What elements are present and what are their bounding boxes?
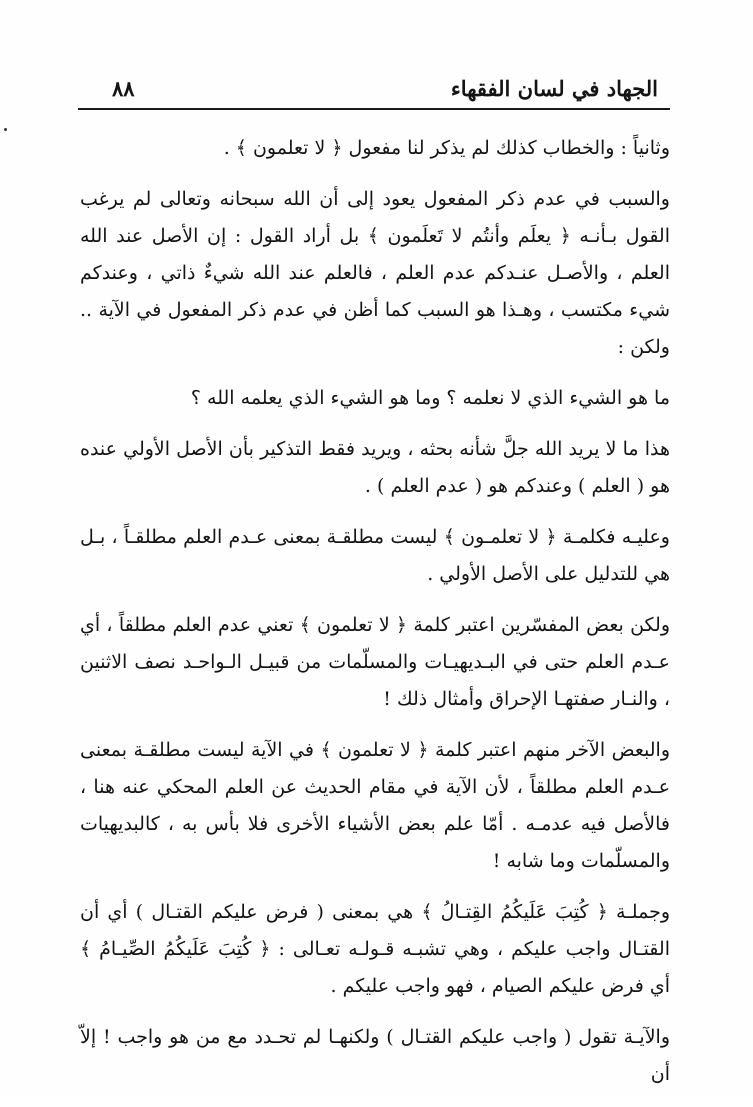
paragraph: ولكن بعض المفسّرين اعتبر كلمة ﴿ لا تعلمون ﴾ تعني عدم العلم مطلقاً ، أي عـدم العلم حتى في البـديهيـات والمسلّمات من قبيـل الـواحـد نصف الاثنين ، والنـار صفتهـا الإحراق وأمثال ذلك ! [80,614,670,710]
paragraph: وجملـة ﴿ كُتِبَ عَلَيكُمُ القِتـالُ ﴾ هي بمعنى ( فرض عليكم القتـال ) أي أن القتـال واجب عليكم ، وهي تشبـه قـولـه تعـالى : ﴿ كُتِبَ عَلَيكُمُ الصِّيـامُ ﴾ أي فرض عليكم الصيام ، فهو واجب عليكم . [80,901,670,997]
paragraph: والبعض الآخر منهم اعتبر كلمة ﴿ لا تعلمون ﴾ في الآية ليست مطلقـة بمعنى عـدم العلم مطلقاً ، لأن الآية في مقام الحديث عن العلم المحكي عنه هنا ، فالأصل فيه عدمـه . أمّا علم بعض الأشياء الأخرى فلا بأس به ، كالبديهيات والمسلّمات وما شابه ! [80,739,670,872]
body-text [80,130,670,1107]
running-title: الجهاد في لسان الفقهاء [450,76,658,101]
page-number: ٨٨ [112,76,135,101]
margin-mark [4,128,7,131]
paragraph: ما هو الشيء الذي لا نعلمه ؟ وما هو الشيء الذي يعلمه الله ؟ [190,387,670,409]
paragraph: وثانياً : والخطاب كذلك لم يذكر لنا مفعول ﴿ لا تعلمون ﴾ . [223,137,670,159]
page-header [78,72,670,108]
paragraph: هذا ما لا يريد الله جلَّ شأنه بحثه ، ويريد فقط التذكير بأن الأصل الأولي عنده هو ( العلم ) وعندكم هو ( عدم العلم ) . [80,438,670,497]
paragraph: والسبب في عدم ذكر المفعول يعود إلى أن الله سبحانه وتعالى لم يرغب القول بـأنـه ﴿ يعلَم وأنتُم لا تَعلَمون ﴾ بل أراد القول : إن الأصل عند الله العلم ، والأصـل عنـدكم عدم العلم ، فالعلم عند الله شيءٌ ذاتي ، وعندكم شيء مكتسب ، وهـذا هو السبب كما أظن في عدم ذكر المفعول في الآية .. ولكن : [80,188,670,358]
header-rule [78,108,670,110]
paragraph: والآيـة تقول ( واجب عليكم القتـال ) ولكنهـا لم تحـدد مع من هو واجب ! إلاّ أن [80,1026,670,1085]
paragraph: وعليـه فكلمـة ﴿ لا تعلمـون ﴾ ليست مطلقـة بمعنى عـدم العلم مطلقـاً ، بـل هي للتدليل على الأصل الأولي . [80,526,670,585]
